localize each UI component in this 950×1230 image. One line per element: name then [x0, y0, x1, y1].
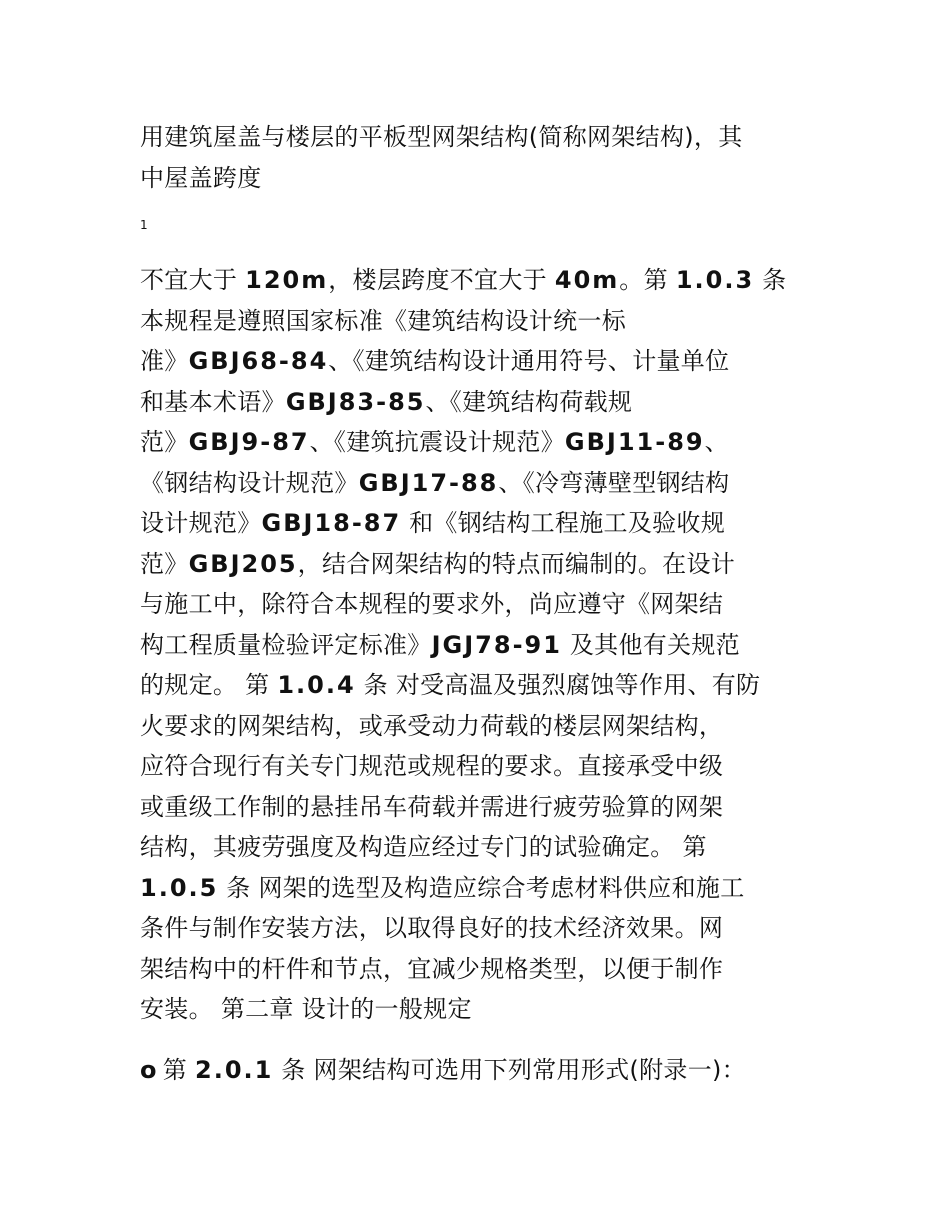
- text-line: 范》GBJ9-87、《建筑抗震设计规范》GBJ11-89、: [140, 428, 729, 456]
- text-line: 《钢结构设计规范》GBJ17-88、《冷弯薄壁型钢结构: [140, 468, 730, 497]
- text-line: 中屋盖跨度: [140, 163, 262, 192]
- paragraph-main: [140, 260, 820, 1030]
- text-line: 和基本术语》GBJ83-85、《建筑结构荷载规: [140, 387, 633, 416]
- text-line: 准》GBJ68-84、《建筑结构设计通用符号、计量单位: [140, 347, 730, 375]
- text-line: 用建筑屋盖与楼层的平板型网架结构(简称网架结构)，其: [140, 123, 743, 151]
- text-line: 设计规范》GBJ18-87 和《钢结构工程施工及验收规: [140, 509, 726, 537]
- bullet-marker: o: [140, 1056, 157, 1084]
- text-line: 应符合现行有关专门规范或规程的要求。直接承受中级: [140, 752, 724, 780]
- text-line: 安装。 第二章 设计的一般规定: [140, 995, 472, 1023]
- paragraph-clause-2-0-1: [140, 1050, 820, 1091]
- text-line: 不宜大于 120m，楼层跨度不宜大于 40m。第 1.0.3 条: [140, 266, 787, 294]
- text-line: 构工程质量检验评定标准》JGJ78-91 及其他有关规范: [140, 630, 740, 659]
- text-line: 火要求的网架结构，或承受动力荷载的楼层网架结构，: [140, 711, 724, 740]
- text-line: 的规定。 第 1.0.4 条 对受高温及强烈腐蚀等作用、有防: [140, 671, 761, 699]
- text-line: 本规程是遵照国家标准《建筑结构设计统一标: [140, 306, 626, 335]
- text-line: 或重级工作制的悬挂吊车荷载并需进行疲劳验算的网架: [140, 792, 724, 821]
- text-line: 范》GBJ205，结合网架结构的特点而编制的。在设计: [140, 549, 736, 578]
- text-line: 与施工中，除符合本规程的要求外，尚应遵守《网架结: [140, 590, 724, 618]
- text-line: o 第 2.0.1 条 网架结构可选用下列常用形式(附录一)：: [140, 1056, 746, 1084]
- text-line: 1.0.5 条 网架的选型及构造应综合考虑材料供应和施工: [140, 873, 745, 902]
- text-line: 架结构中的杆件和节点，宜减少规格类型，以便于制作: [140, 954, 724, 983]
- page-number: 1: [140, 218, 148, 232]
- text-line: 条件与制作安装方法，以取得良好的技术经济效果。网: [140, 914, 724, 942]
- paragraph-intro: [140, 117, 820, 198]
- text-line: 结构，其疲劳强度及构造应经过专门的试验确定。 第: [140, 833, 707, 861]
